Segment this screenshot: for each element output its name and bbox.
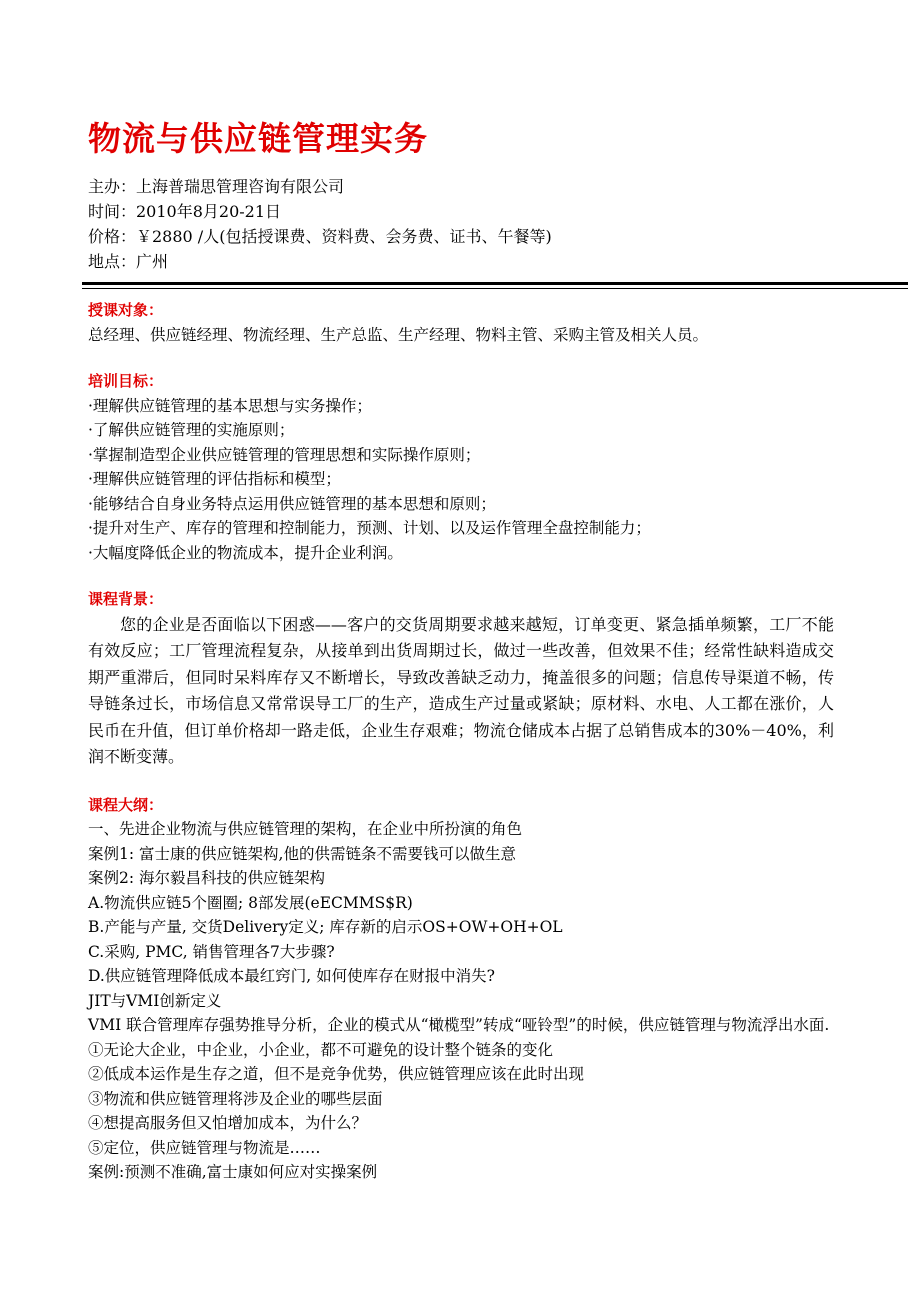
list-item: C.采购, PMC, 销售管理各7大步骤? xyxy=(88,942,335,961)
section-heading: 授课对象： xyxy=(88,301,164,319)
list-item: ·了解供应链管理的实施原则； xyxy=(88,421,295,439)
divider-thin xyxy=(82,288,908,289)
section-heading: 课程大纲： xyxy=(88,795,164,814)
list-item: 案例2: 海尔毅昌科技的供应链架构 xyxy=(88,869,326,887)
list-item: D.供应链管理降低成本最红窍门, 如何使库存在财报中消失? xyxy=(88,967,495,985)
list-item: ·理解供应链管理的评估指标和模型； xyxy=(88,470,341,488)
background-paragraph: 您的企业是否面临以下困惑——客户的交货周期要求越来越短，订单变更、紧急插单频繁，工厂不能有效反应；工厂管理流程复杂，从接单到出货周期过长，做过一些改善，但效果不佳；经常性缺料造成交期严重滞后，但同时呆料库存又不断增长，导致改善缺乏动力，掩盖很多的问题；信息传导渠道不畅，传导链条过长，市场信息又常常误导工厂的生产，造成生产过量或紧缺；原材料、水电、人工都在涨价，人民币在升值，但订单价格却一路走低，企业生存艰难；物流仓储成本占据了总销售成本的30%－40%，利润不断变薄。 xyxy=(88,614,834,766)
list-item: A.物流供应链5个圈圈; 8部发展(eECMMS$R) xyxy=(88,893,413,912)
list-item: VMI 联合管理库存强势推导分析，企业的模式从“橄榄型”转成“哑铃型”的时候，供应链管理与物流浮出水面. xyxy=(88,1016,830,1034)
section-heading: 课程背景： xyxy=(88,590,164,608)
list-item: 案例1: 富士康的供应链架构,他的供需链条不需要钱可以做生意 xyxy=(88,844,516,863)
goals-section xyxy=(88,369,834,565)
list-item: 案例:预测不准确,富士康如何应对实操案例 xyxy=(88,1163,378,1181)
event-price: 价格：￥2880 /人(包括授课费、资料费、会务费、证书、午餐等) xyxy=(88,227,552,246)
background-section xyxy=(88,587,834,771)
outline-section xyxy=(88,793,834,1185)
organizer: 主办：上海普瑞思管理咨询有限公司 xyxy=(88,177,345,196)
list-item: ·掌握制造型企业供应链管理的管理思想和实际操作原则； xyxy=(88,445,481,464)
list-item: ·理解供应链管理的基本思想与实务操作； xyxy=(88,396,372,415)
page-title: 物流与供应链管理实务 xyxy=(88,119,428,158)
list-item: B.产能与产量, 交货Delivery定义; 库存新的启示OS+OW+OH+OL xyxy=(88,918,563,936)
list-item: ·提升对生产、库存的管理和控制能力，预测、计划、以及运作管理全盘控制能力； xyxy=(88,519,651,537)
list-item: ·大幅度降低企业的物流成本，提升企业利润。 xyxy=(88,543,403,562)
divider-thick xyxy=(82,282,908,285)
event-location: 地点：广州 xyxy=(88,252,169,271)
list-item: ④想提高服务但又怕增加成本，为什么？ xyxy=(88,1114,368,1132)
audience-section xyxy=(88,298,834,347)
section-heading: 培训目标： xyxy=(88,372,164,390)
list-item: ①无论大企业，中企业，小企业，都不可避免的设计整个链条的变化 xyxy=(88,1040,554,1059)
event-meta xyxy=(88,174,552,274)
audience-text: 总经理、供应链经理、物流经理、生产总监、生产经理、物料主管、采购主管及相关人员。 xyxy=(88,325,709,344)
main-content xyxy=(88,298,834,1185)
event-date: 时间：2010年8月20-21日 xyxy=(88,202,282,221)
list-item: ③物流和供应链管理将涉及企业的哪些层面 xyxy=(88,1089,383,1108)
list-item: 一、先进企业物流与供应链管理的架构，在企业中所扮演的角色 xyxy=(88,820,523,838)
list-item: ②低成本运作是生存之道，但不是竞争优势，供应链管理应该在此时出现 xyxy=(88,1065,585,1083)
list-item: ·能够结合自身业务特点运用供应链管理的基本思想和原则； xyxy=(88,494,496,513)
list-item: JIT与VMI创新定义 xyxy=(88,991,222,1010)
list-item: ⑤定位，供应链管理与物流是…… xyxy=(88,1138,321,1157)
